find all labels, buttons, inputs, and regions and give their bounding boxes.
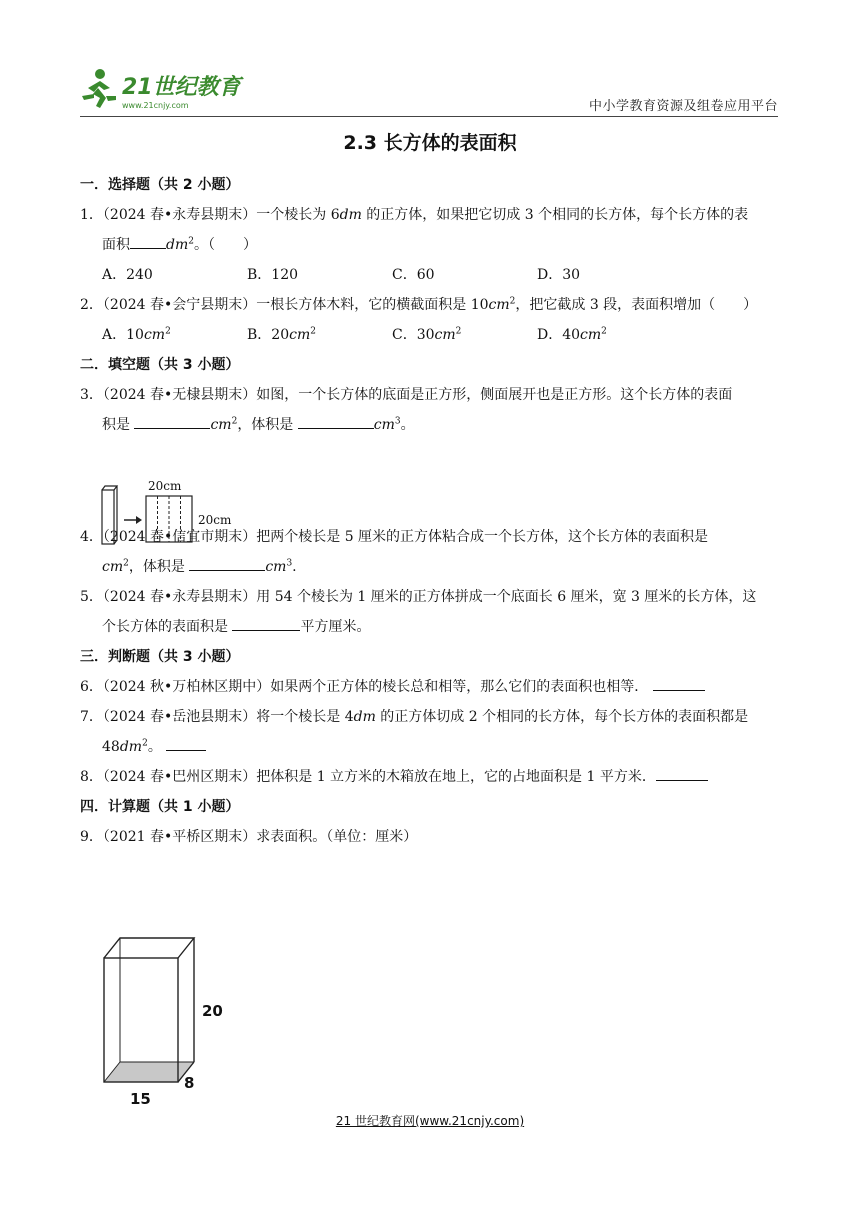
header-divider <box>80 116 778 117</box>
q3-figure <box>100 476 236 546</box>
label-width: 8 <box>184 1074 195 1092</box>
answer-blank[interactable] <box>166 732 206 751</box>
option-c[interactable]: C．$30cm^2$ <box>392 326 462 343</box>
label-height: 20 <box>202 1002 223 1020</box>
fig-label-top: 20cm <box>148 479 182 493</box>
logo-text: 21世纪教育 <box>122 75 241 100</box>
answer-blank[interactable] <box>653 672 705 691</box>
question-6: 6．（2024 秋•万柏林区期中）如果两个正方体的棱长总和相等，那么它们的表面积也相等． <box>80 672 778 702</box>
question-2: 2．（2024 春•会宁县期末）一根长方体木料，它的横截面积是 $10cm^2$，把它截成 3 段，表面积增加（ ） A．$10cm^2$ B．$20cm^2$ C．$30cm^2$ D．$40cm^2$ <box>80 290 778 350</box>
option-d[interactable]: D．$40cm^2$ <box>537 326 607 343</box>
option-b[interactable]: B．$20cm^2$ <box>247 326 316 343</box>
option-c[interactable]: C．60 <box>392 267 435 283</box>
platform-name: 中小学教育资源及组卷应用平台 <box>588 99 778 114</box>
question-8: 8．（2024 春•巴州区期末）把体积是 1 立方米的木箱放在地上，它的占地面积是 1 平方米． <box>80 762 778 792</box>
section-heading-fill: 二．填空题（共 3 小题） <box>80 357 240 373</box>
question-3: 3．（2024 春•无棣县期末）如图，一个长方体的底面是正方形，侧面展开也是正方形。这个长方体的表面 积是 $cm^2$，体积是 $cm^3$。 <box>80 387 733 433</box>
answer-blank[interactable] <box>130 230 166 249</box>
fig-label-side: 20cm <box>198 513 232 527</box>
answer-blank[interactable] <box>232 612 300 631</box>
answer-blank[interactable] <box>656 762 708 781</box>
site-logo <box>80 66 250 112</box>
question-1: 1．（2024 春•永寿县期末）一个棱长为 6dm 的正方体，如果把它切成 3 个相同的长方体，每个长方体的表 面积 $dm^2$。（ ） A．240 B．120 C．60 D．30 <box>80 200 778 290</box>
q9-cuboid-figure <box>98 928 228 1108</box>
page-title: 2.3 长方体的表面积 <box>343 132 517 154</box>
answer-blank[interactable] <box>298 410 374 429</box>
footer-link[interactable]: 21 世纪教育网(www.21cnjy.com) <box>335 1114 525 1128</box>
section-heading-choice: 一．选择题（共 2 小题） <box>80 177 240 193</box>
question-7: 7．（2024 春•岳池县期末）将一个棱长是 4dm 的正方体切成 2 个相同的长方体，每个长方体的表面积都是 $48dm^2$。 <box>80 709 749 755</box>
option-d[interactable]: D．30 <box>537 267 581 283</box>
question-4: 4．（2024 春•信宜市期末）把两个棱长是 5 厘米的正方体粘合成一个长方体，这个长方体的表面积是 $cm^2$，体积是 $cm^3$. <box>80 529 709 575</box>
section-heading-calc: 四．计算题（共 1 小题） <box>80 799 240 815</box>
option-b[interactable]: B．120 <box>247 267 299 283</box>
logo-url: www.21cnjy.com <box>122 101 189 110</box>
section-heading-judge: 三．判断题（共 3 小题） <box>80 649 240 665</box>
option-a[interactable]: A．240 <box>102 267 153 283</box>
option-a[interactable]: A．$10cm^2$ <box>102 326 171 343</box>
answer-blank[interactable] <box>189 552 265 571</box>
answer-blank[interactable] <box>134 410 210 429</box>
question-5: 5．（2024 春•永寿县期末）用 54 个棱长为 1 厘米的正方体拼成一个底面长 6 厘米，宽 3 厘米的长方体，这 个长方体的表面积是 平方厘米。 <box>80 589 757 635</box>
label-length: 15 <box>130 1090 151 1108</box>
question-9: 9．（2021 春•平桥区期末）求表面积。（单位：厘米） <box>80 829 418 845</box>
